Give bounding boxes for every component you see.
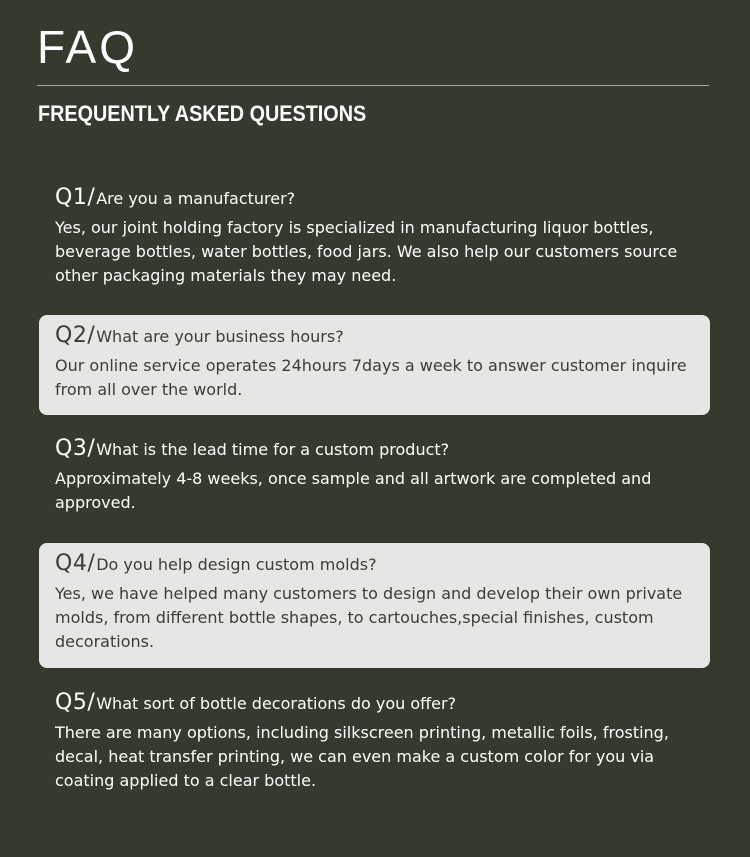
faq-answer: Our online service operates 24hours 7days a week to answer customer inquire from all over the world. — [55, 356, 687, 399]
faq-item-3 — [39, 436, 710, 536]
page-title: FAQ — [37, 21, 139, 73]
faq-question-row — [55, 436, 694, 461]
faq-question-row — [55, 551, 694, 576]
faq-answer: There are many options, including silkscreen printing, metallic foils, frosting, decal, heat transfer printing, we can even make a custom color for you via coating applied to a clear bottle. — [55, 723, 669, 790]
faq-number: Q5/ — [55, 690, 96, 715]
faq-number: Q1/ — [55, 185, 96, 210]
faq-item-4 — [39, 543, 710, 668]
page-subtitle: FREQUENTLY ASKED QUESTIONS — [38, 101, 367, 126]
faq-number: Q4/ — [55, 551, 96, 576]
faq-answer: Approximately 4-8 weeks, once sample and all artwork are completed and approved. — [55, 469, 652, 512]
faq-answer: Yes, our joint holding factory is specialized in manufacturing liquor bottles, beverage bottles, water bottles, food jars. We also help our customers source other packaging materials they may need. — [55, 218, 678, 285]
faq-item-2 — [39, 315, 710, 415]
faq-question-row — [55, 323, 694, 348]
faq-question: What are your business hours? — [96, 327, 344, 346]
faq-answer: Yes, we have helped many customers to design and develop their own private molds, from different bottle shapes, to cartouches,special finishes, custom decorations. — [55, 584, 683, 651]
faq-number: Q3/ — [55, 436, 96, 461]
faq-question: What sort of bottle decorations do you offer? — [96, 694, 457, 713]
faq-question: What is the lead time for a custom product? — [96, 440, 450, 459]
faq-number: Q2/ — [55, 323, 96, 348]
faq-question-row — [55, 185, 694, 210]
title-divider — [37, 85, 709, 86]
faq-question-row — [55, 690, 694, 715]
faq-question: Are you a manufacturer? — [96, 189, 296, 208]
faq-item-1 — [39, 185, 710, 305]
faq-question: Do you help design custom molds? — [96, 555, 377, 574]
faq-item-5 — [39, 690, 710, 810]
